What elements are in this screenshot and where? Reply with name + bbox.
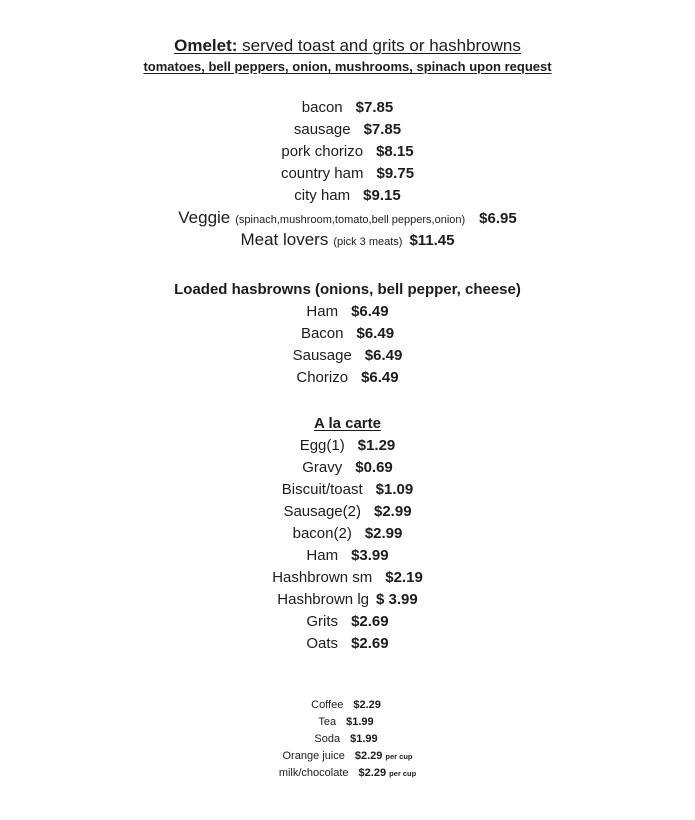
item-price: $7.85: [355, 99, 394, 116]
item-price: $11.45: [409, 232, 455, 249]
menu-item-row: [0, 479, 695, 501]
item-price: $2.29: [354, 750, 383, 762]
drinks-section: [0, 697, 695, 782]
item-name: Ham: [306, 547, 339, 564]
item-name: Soda: [314, 733, 341, 745]
menu-item-row: [0, 97, 695, 119]
omelet-section-subtitle: tomatoes, bell peppers, onion, mushrooms, spinach upon request: [143, 59, 552, 74]
item-name: Hashbrown lg: [277, 591, 369, 608]
item-name: Grits: [306, 613, 339, 630]
item-name: Chorizo: [296, 369, 349, 386]
item-name: bacon: [301, 99, 343, 116]
item-name: Orange juice: [282, 750, 345, 762]
menu-item-row: [0, 119, 695, 141]
menu-item-row-meat-lovers: [0, 229, 695, 251]
item-price: $2.69: [351, 635, 389, 652]
menu-item-row: [0, 501, 695, 523]
item-name: Gravy: [302, 459, 343, 476]
item-detail: (spinach,mushroom,tomato,bell peppers,onion): [235, 214, 466, 226]
item-name: bacon(2): [292, 525, 352, 542]
item-name: Hashbrown sm: [272, 569, 373, 586]
menu-item-row: [0, 633, 695, 655]
item-price: $9.75: [376, 165, 415, 182]
drink-row: [0, 731, 695, 748]
item-price: $6.49: [364, 347, 403, 364]
item-price: $9.15: [363, 187, 401, 204]
item-name: Ham: [306, 303, 339, 320]
menu-item-row: [0, 545, 695, 567]
item-price: $2.19: [385, 569, 423, 586]
item-price: $3.99: [351, 547, 389, 564]
item-name: Sausage: [292, 347, 352, 364]
item-price: $2.69: [351, 613, 389, 630]
item-price: $6.49: [361, 369, 399, 386]
item-price: $7.85: [363, 121, 402, 138]
omelet-section-title: [0, 36, 695, 56]
item-name: country ham: [280, 165, 364, 182]
drink-row: [0, 697, 695, 714]
item-name: Veggie: [178, 208, 231, 227]
menu-item-row: [0, 367, 695, 389]
omelet-title-word: Omelet:: [174, 36, 238, 55]
item-name: sausage: [293, 121, 351, 138]
menu-item-row: [0, 435, 695, 457]
drink-row: [0, 714, 695, 731]
omelet-title-rest: served toast and grits or hashbrowns: [237, 36, 521, 55]
item-unit: per cup: [389, 769, 417, 778]
item-price: $6.49: [356, 325, 395, 342]
menu-item-row: [0, 567, 695, 589]
drink-row: [0, 748, 695, 765]
menu-item-row: [0, 589, 695, 611]
item-price: $1.99: [350, 733, 378, 745]
omelet-items: [0, 97, 695, 251]
menu-item-row: [0, 457, 695, 479]
menu-item-row: [0, 141, 695, 163]
item-name: city ham: [294, 187, 351, 204]
item-name: Tea: [318, 716, 337, 728]
a-la-carte-title: A la carte: [314, 415, 381, 432]
loaded-hashbrowns-title: Loaded hasbrowns (onions, bell pepper, cheese): [174, 281, 521, 298]
menu-item-row: [0, 345, 695, 367]
item-price: $2.99: [374, 503, 412, 520]
item-name: milk/chocolate: [278, 767, 349, 779]
item-price: $1.09: [375, 481, 414, 498]
item-unit: per cup: [385, 752, 413, 761]
item-price: $2.29: [358, 767, 387, 779]
menu-item-row-veggie: [0, 207, 695, 229]
item-name: Meat lovers: [240, 230, 329, 249]
item-name: Bacon: [300, 325, 344, 342]
item-price: $1.99: [346, 716, 374, 728]
menu-item-row: [0, 301, 695, 323]
menu-item-row: [0, 163, 695, 185]
a-la-carte-section: [0, 413, 695, 655]
item-name: Biscuit/toast: [281, 481, 363, 498]
item-price: $6.95: [479, 210, 517, 227]
menu-item-row: [0, 323, 695, 345]
drink-row: [0, 765, 695, 782]
menu-item-row: [0, 523, 695, 545]
menu-item-row: [0, 611, 695, 633]
item-price: $2.29: [353, 699, 381, 711]
item-price: $1.29: [357, 437, 396, 454]
item-price: $0.69: [355, 459, 393, 476]
item-price: $6.49: [351, 303, 389, 320]
menu-item-row: [0, 185, 695, 207]
item-name: Coffee: [311, 699, 344, 711]
item-price: $2.99: [364, 525, 403, 542]
item-name: Oats: [306, 635, 339, 652]
item-name: Sausage(2): [283, 503, 361, 520]
item-name: pork chorizo: [281, 143, 364, 160]
item-price: $ 3.99: [376, 591, 418, 608]
item-price: $8.15: [376, 143, 414, 160]
item-name: Egg(1): [299, 437, 345, 454]
loaded-hashbrowns-section: [0, 279, 695, 389]
item-detail: (pick 3 meats): [333, 236, 403, 248]
